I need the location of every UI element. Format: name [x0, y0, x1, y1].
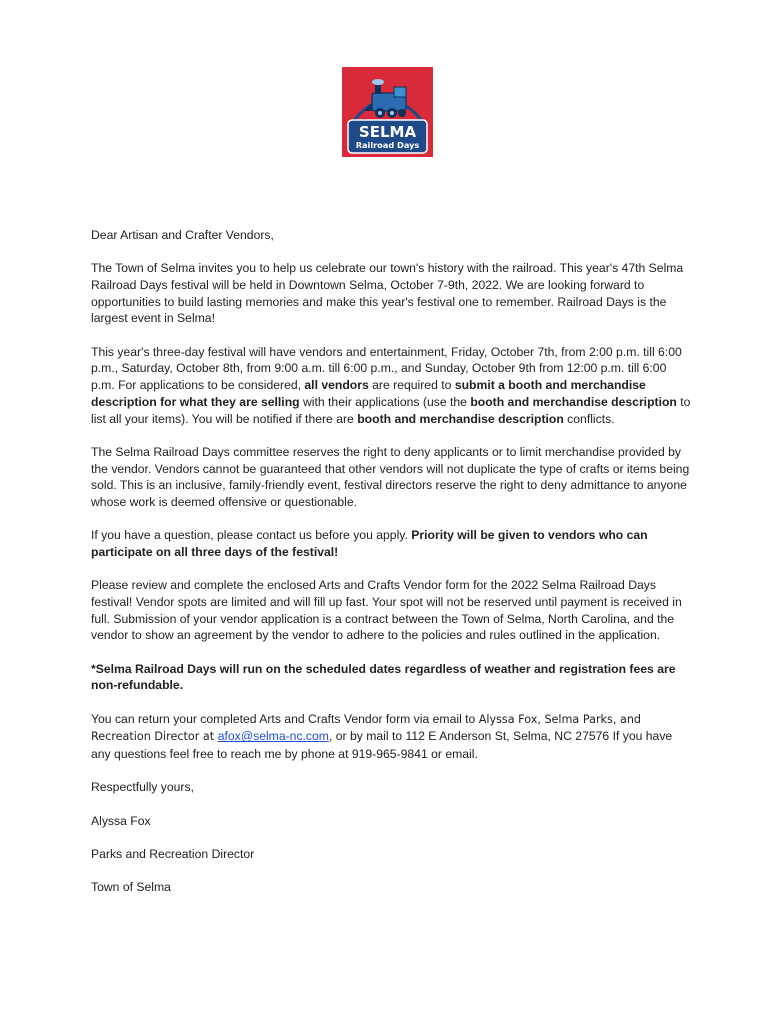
schedule-paragraph: This year's three-day festival will have vendors and entertainment, Friday, October 7th, from 2:00 p.m. till 6:00 p.m., Saturday, October 8th, from 9:00 a.m. till 6:00 p.m., and Sunday, October 9th from 12:00 p.m. till 6:00 p.m. For applications to be considered, all vendors are required to submit a booth and merchandise description for what they are selling with their applications (use the booth and merchandise description to list all your items). You will be notified if there are booth and merchandise description conflicts.	[91, 344, 691, 426]
signature-title: Parks and Recreation Director	[91, 846, 255, 861]
rights-paragraph: The Selma Railroad Days committee reserves the right to deny applicants or to limit merchandise provided by the vendor. Vendors cannot be guaranteed that other vendors will not duplicate the type of crafts or items being sold. This is an inclusive, family-friendly event, festival directors reserve the right to deny admittance to anyone whose work is deemed offensive or questionable.	[91, 444, 690, 509]
signature-name: Alyssa Fox	[91, 813, 151, 828]
return-paragraph: You can return your completed Arts and Crafts Vendor form via email to Alyssa Fox, Selma Parks, and Recreation Director at afox@selma-nc.com, or by mail to 112 E Anderson St, Selma, NC 27576 If you have any questions feel free to reach me by phone at 919-965-9841 or email.	[91, 711, 673, 762]
vendor-letter	[91, 227, 691, 913]
train-logo-icon	[342, 67, 433, 157]
logo-subtitle: Railroad Days	[355, 140, 420, 150]
salutation: Dear Artisan and Crafter Vendors,	[91, 228, 274, 242]
selma-railroad-days-logo	[342, 67, 433, 157]
priority-paragraph: If you have a question, please contact us before you apply. Priority will be given to vendors who can participate on all three days of the festival!	[91, 528, 648, 559]
weather-notice: *Selma Railroad Days will run on the scheduled dates regardless of weather and registration fees are non-refundable.	[91, 661, 676, 693]
intro-paragraph: The Town of Selma invites you to help us celebrate our town's history with the railroad. This year's 47th Selma Railroad Days festival will be held in Downtown Selma, October 7-9th, 2022. We are looking forward to opportunities to build lasting memories and make this year's festival one to remember. Railroad Days is the largest event in Selma!	[91, 261, 684, 326]
email-link[interactable]: afox@selma-nc.com	[217, 729, 329, 744]
closing: Respectfully yours,	[91, 780, 194, 795]
form-paragraph: Please review and complete the enclosed Arts and Crafts Vendor form for the 2022 Selma Railroad Days festival! Vendor spots are limited and will fill up fast. Your spot will not be reserved until payment is received in full. Submission of your vendor application is a contract between the Town of Selma, North Carolina, and the vendor to show an agreement by the vendor to adhere to the policies and rules outlined in the application.	[91, 578, 682, 643]
signature-org: Town of Selma	[91, 880, 171, 895]
logo-title: SELMA	[358, 123, 417, 141]
